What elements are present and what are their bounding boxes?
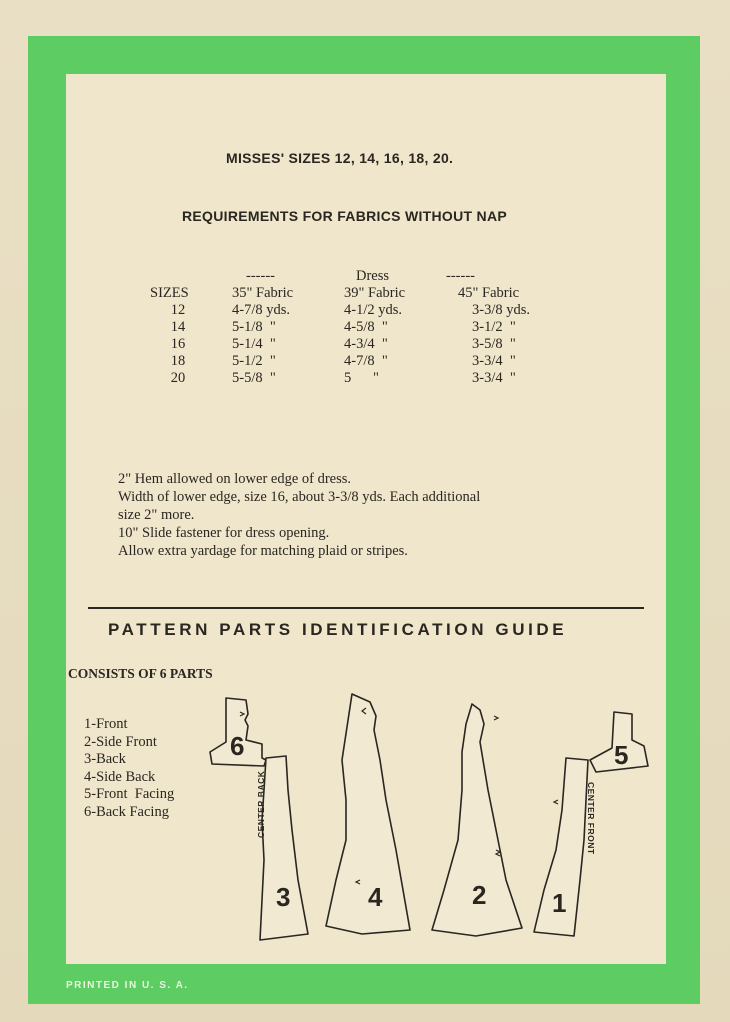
table-row-size: 16 — [170, 336, 186, 352]
center-back-label: CENTER BACK — [256, 770, 266, 838]
table-row-size: 12 — [170, 302, 186, 318]
guide-title: PATTERN PARTS IDENTIFICATION GUIDE — [108, 620, 568, 639]
table-cell: 3-5/8 " — [472, 336, 516, 352]
list-item: 3-Back — [84, 751, 126, 767]
list-item: 4-Side Back — [84, 768, 156, 785]
piece-number-3: 3 — [276, 882, 291, 912]
table-row-size: 14 — [170, 319, 186, 335]
dashes-left: ------ — [246, 268, 275, 284]
table-cell: 4-5/8 " — [344, 319, 388, 335]
table-row-size: 20 — [170, 370, 186, 386]
note-width: Width of lower edge, size 16, about 3-3/8 yds. Each additional — [118, 489, 481, 505]
list-item: 2-Side Front — [84, 733, 157, 750]
table-cell: 5-1/8 " — [232, 319, 276, 335]
table-cell: 3-3/4 " — [472, 353, 516, 369]
table-cell: 5-5/8 " — [232, 370, 276, 386]
table-cell: 3-1/2 " — [472, 319, 516, 335]
column-header-35: 35" Fabric — [232, 285, 294, 301]
piece-number-1: 1 — [552, 888, 567, 918]
piece-number-6: 6 — [230, 731, 245, 761]
list-item: 6-Back Facing — [84, 803, 169, 820]
piece-number-2: 2 — [472, 880, 487, 910]
column-header-45: 45" Fabric — [458, 285, 520, 301]
column-header-sizes: SIZES — [150, 285, 189, 301]
table-cell: 3-3/4 " — [472, 370, 516, 386]
dress-group-label: Dress — [356, 268, 390, 284]
column-header-39: 39" Fabric — [344, 285, 406, 301]
center-front-label: CENTER FRONT — [586, 782, 596, 855]
table-cell: 5 " — [344, 370, 379, 386]
piece-number-4: 4 — [368, 882, 383, 912]
list-item: 5-Front Facing — [84, 786, 175, 802]
table-cell: 4-7/8 " — [344, 353, 388, 369]
table-cell: 3-3/8 yds. — [472, 302, 530, 318]
table-cell: 4-3/4 " — [344, 336, 388, 352]
note-size-increase: size 2" more. — [118, 507, 195, 523]
pattern-piece-3 — [260, 756, 308, 940]
list-item: 1-Front — [84, 716, 128, 732]
table-cell: 4-7/8 yds. — [232, 302, 290, 318]
table-cell: 5-1/2 " — [232, 353, 276, 369]
note-fastener: 10" Slide fastener for dress opening. — [118, 525, 330, 541]
dashes-right: ------ — [446, 268, 475, 284]
printed-in-usa: PRINTED IN U. S. A. — [66, 980, 189, 991]
requirements-heading: REQUIREMENTS FOR FABRICS WITHOUT NAP — [182, 208, 508, 224]
parts-count: CONSISTS OF 6 PARTS — [68, 666, 213, 681]
table-row-size: 18 — [170, 353, 186, 369]
note-yardage: Allow extra yardage for matching plaid or stripes. — [118, 543, 408, 559]
note-hem: 2" Hem allowed on lower edge of dress. — [118, 471, 352, 487]
piece-number-5: 5 — [614, 740, 629, 770]
table-cell: 5-1/4 " — [232, 336, 276, 352]
sizes-heading: MISSES' SIZES 12, 14, 16, 18, 20. — [226, 150, 454, 166]
table-cell: 4-1/2 yds. — [344, 302, 402, 318]
